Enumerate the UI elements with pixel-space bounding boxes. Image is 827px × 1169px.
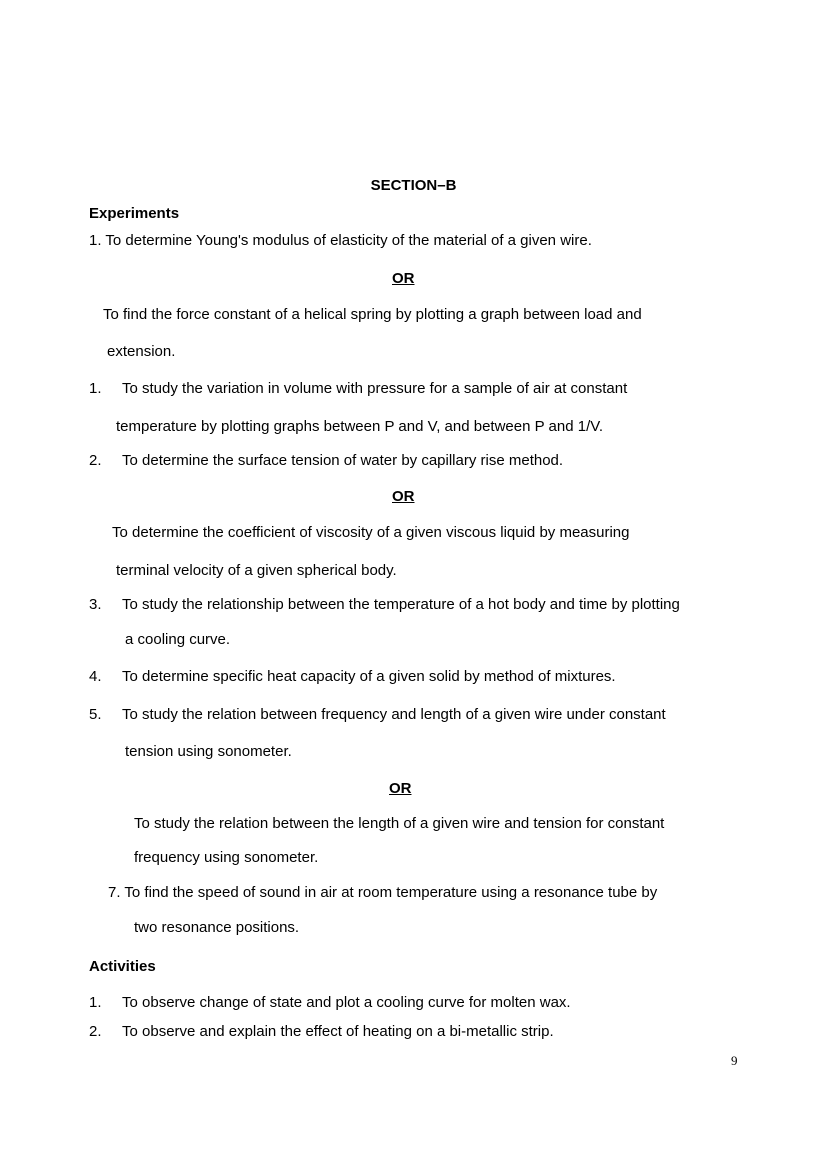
or-separator-3: OR <box>389 780 412 797</box>
experiment-5-number: 4. <box>89 668 102 685</box>
experiment-4-number: 3. <box>89 596 102 613</box>
experiment-7-line2: two resonance positions. <box>134 919 300 936</box>
experiment-3-line1: To determine the surface tension of water by capillary rise method. <box>122 452 564 469</box>
activities-heading: Activities <box>89 958 156 975</box>
experiment-7-line1: 7. To find the speed of sound in air at room temperature using a resonance tube by <box>108 884 658 901</box>
experiment-5-line1: To determine specific heat capacity of a given solid by method of mixtures. <box>122 668 616 685</box>
experiment-1-alt-line2: extension. <box>107 343 176 360</box>
section-title: SECTION–B <box>370 177 457 194</box>
experiment-6-line1: To study the relation between frequency and length of a given wire under constant <box>122 706 666 723</box>
experiment-2-number: 1. <box>89 380 102 397</box>
experiment-6-alt-line2: frequency using sonometer. <box>134 849 319 866</box>
activity-2-number: 2. <box>89 1023 102 1040</box>
experiment-4-line1: To study the relationship between the temperature of a hot body and time by plotting <box>122 596 680 613</box>
page-number: 9 <box>731 1053 738 1068</box>
activity-1-number: 1. <box>89 994 102 1011</box>
experiment-1-alt-line1: To find the force constant of a helical spring by plotting a graph between load and <box>103 306 642 323</box>
or-separator-1: OR <box>392 270 415 287</box>
experiments-heading: Experiments <box>89 205 180 222</box>
experiment-3-alt-line1: To determine the coefficient of viscosity of a given viscous liquid by measuring <box>112 524 630 541</box>
experiment-3-alt-line2: terminal velocity of a given spherical body. <box>116 562 397 579</box>
activity-2-text: To observe and explain the effect of heating on a bi-metallic strip. <box>122 1023 554 1040</box>
experiment-6-alt-line1: To study the relation between the length of a given wire and tension for constant <box>134 815 665 832</box>
experiment-3-number: 2. <box>89 452 102 469</box>
or-separator-2: OR <box>392 488 415 505</box>
activity-1-text: To observe change of state and plot a cooling curve for molten wax. <box>122 994 571 1011</box>
experiment-6-number: 5. <box>89 706 102 723</box>
experiment-4-line2: a cooling curve. <box>125 631 231 648</box>
experiment-2-line2: temperature by plotting graphs between P and V, and between P and 1/V. <box>116 418 604 435</box>
experiment-1-text: 1. To determine Young's modulus of elasticity of the material of a given wire. <box>89 232 592 249</box>
experiment-6-line2: tension using sonometer. <box>125 743 292 760</box>
experiment-2-line1: To study the variation in volume with pressure for a sample of air at constant <box>122 380 628 397</box>
